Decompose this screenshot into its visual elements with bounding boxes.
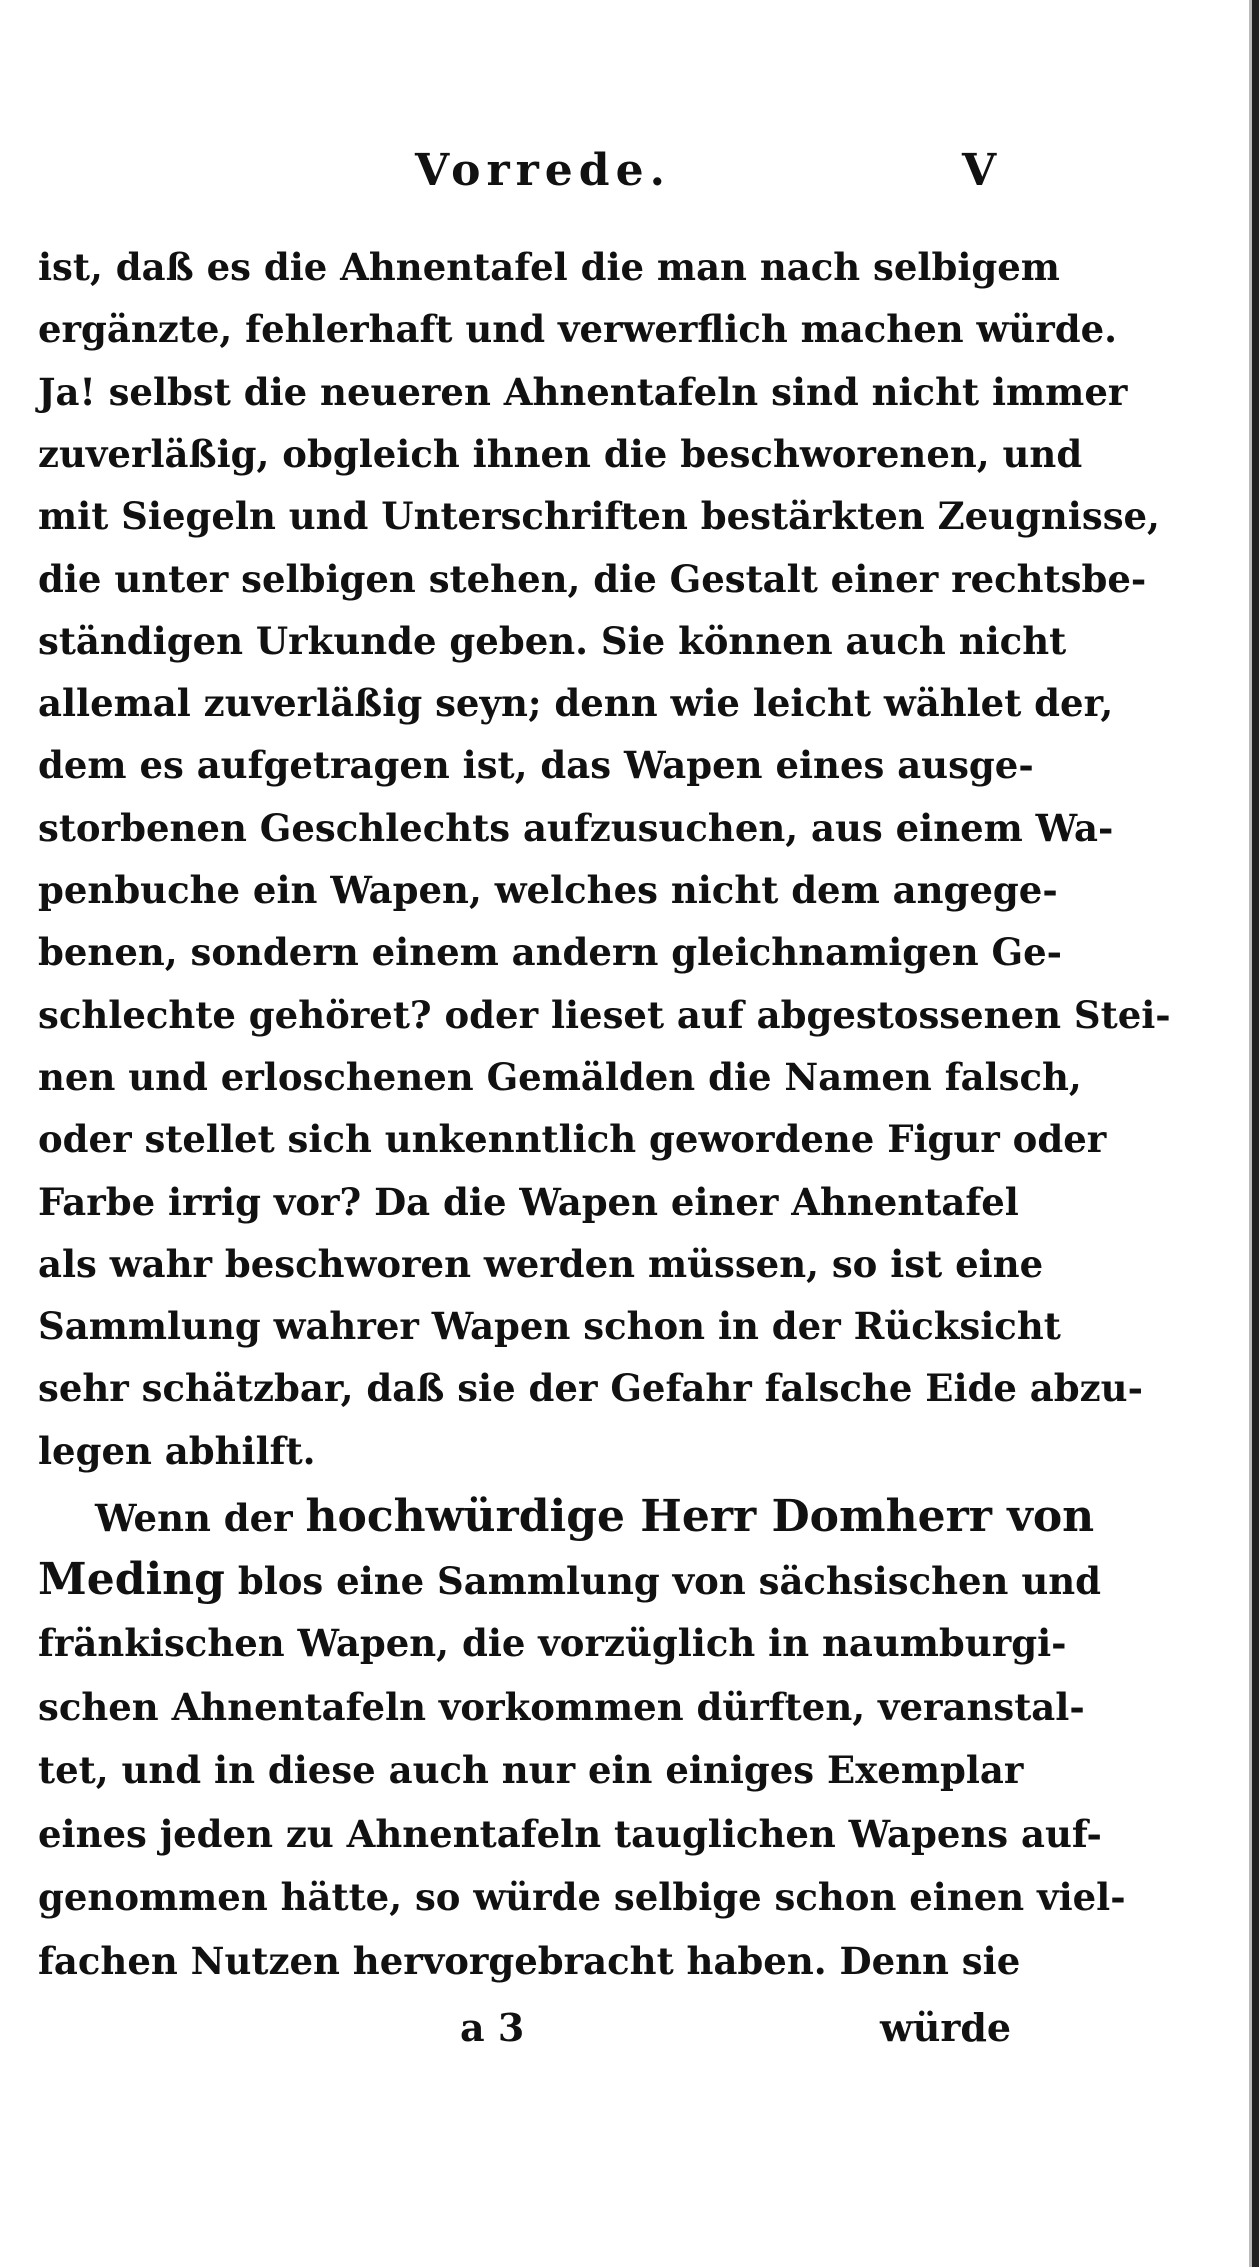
text-line: fachen Nutzen hervorgebracht haben. Denn sie	[38, 1939, 1021, 1983]
paragraph-2-line	[95, 1491, 1095, 1542]
running-title: Vorrede.	[415, 145, 671, 196]
text-line: Sammlung wahrer Wapen schon in der Rücksicht	[38, 1304, 1061, 1349]
text-line: legen abhilft.	[38, 1428, 316, 1473]
page-number: V	[962, 145, 997, 196]
text: blos eine Sammlung von sächsischen und	[224, 1559, 1101, 1603]
text-line: genommen hätte, so würde selbige schon einen viel-	[38, 1875, 1126, 1920]
signature-mark: a 3	[460, 2005, 525, 2050]
text-line: die unter selbigen stehen, die Gestalt einer rechtsbe-	[38, 556, 1147, 601]
text: Wenn der	[95, 1496, 306, 1540]
text-line: zuverläßig, obgleich ihnen die beschworenen, und	[38, 431, 1083, 476]
text-line: Farbe irrig vor? Da die Wapen einer Ahnentafel	[38, 1179, 1019, 1224]
text-line: oder stellet sich unkenntlich gewordene Figur oder	[38, 1117, 1107, 1162]
text-line: dem es aufgetragen ist, das Wapen eines ausge-	[38, 743, 1034, 788]
text-line: schen Ahnentafeln vorkommen dürften, veranstal-	[38, 1684, 1085, 1729]
text-line: benen, sondern einem andern gleichnamigen Ge-	[38, 930, 1062, 975]
text-line: ist, daß es die Ahnentafel die man nach selbigem	[38, 245, 1060, 289]
emphasized-title: hochwürdige Herr Domherr von	[305, 1491, 1095, 1542]
text-line: schlechte gehöret? oder lieset auf abgestossenen Stei-	[38, 992, 1171, 1037]
page-edge	[1252, 0, 1259, 2267]
text-line: fränkischen Wapen, die vorzüglich in naumburgi-	[38, 1621, 1067, 1665]
text-line: storbenen Geschlechts aufzusuchen, aus einem Wa-	[38, 805, 1114, 850]
text-line: penbuche ein Wapen, welches nicht dem angege-	[38, 868, 1058, 912]
text-line: als wahr beschworen werden müssen, so ist eine	[38, 1241, 1044, 1286]
text-line: ständigen Urkunde geben. Sie können auch nicht	[38, 618, 1067, 663]
emphasized-name: Meding	[38, 1554, 225, 1605]
text-line: Ja! selbst die neueren Ahnentafeln sind nicht immer	[38, 369, 1128, 414]
paragraph-2-line	[38, 1554, 1101, 1605]
page-edge-shadow	[1249, 0, 1252, 2267]
text-line: nen und erloschenen Gemälden die Namen falsch,	[38, 1054, 1082, 1099]
text-line: mit Siegeln und Unterschriften bestärkten Zeugnisse,	[38, 494, 1160, 539]
text-line: eines jeden zu Ahnentafeln tauglichen Wapens auf-	[38, 1811, 1102, 1856]
text-line: ergänzte, fehlerhaft und verwerflich machen würde.	[38, 307, 1118, 352]
text-line: tet, und in diese auch nur ein einiges Exemplar	[38, 1748, 1024, 1793]
catchword: würde	[880, 2005, 1012, 2050]
text-line: sehr schätzbar, daß sie der Gefahr falsche Eide abzu-	[38, 1366, 1143, 1411]
text-line: allemal zuverläßig seyn; denn wie leicht wählet der,	[38, 681, 1114, 726]
